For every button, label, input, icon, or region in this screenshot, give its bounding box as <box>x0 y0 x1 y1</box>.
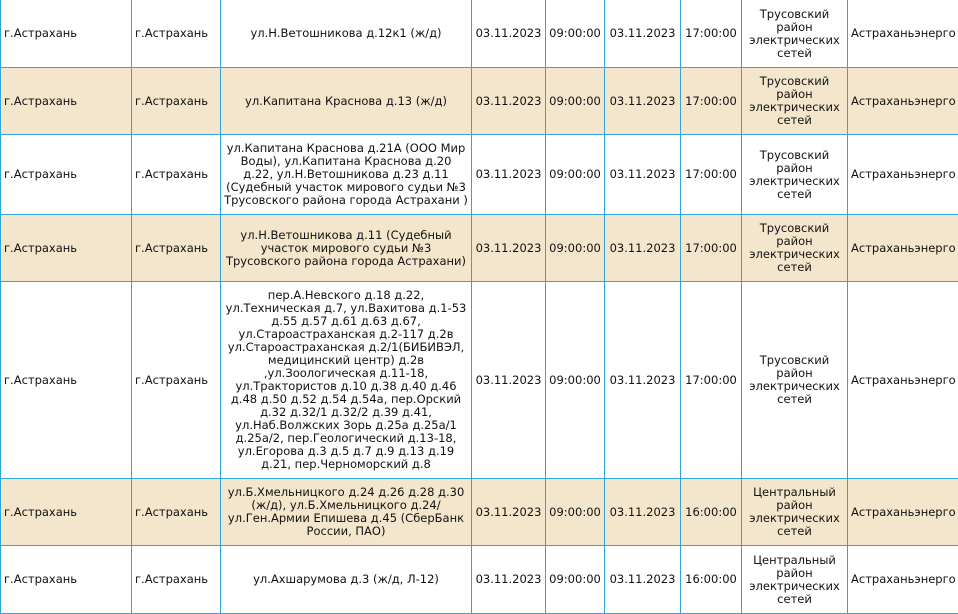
end-date-cell: 03.11.2023 <box>605 546 681 614</box>
start-time-cell: 09:00:00 <box>546 135 605 215</box>
organization-cell: Астраханьэнерго <box>848 68 958 135</box>
city-cell: г.Астрахань <box>1 282 132 479</box>
end-time-cell: 17:00:00 <box>681 68 742 135</box>
start-date-cell: 03.11.2023 <box>472 135 546 215</box>
end-time-cell: 17:00:00 <box>681 0 742 68</box>
start-time-cell: 09:00:00 <box>546 215 605 282</box>
start-time-cell: 09:00:00 <box>546 68 605 135</box>
branch-cell: Трусовский район электрических сетей <box>742 215 848 282</box>
city-cell: г.Астрахань <box>1 215 132 282</box>
end-time-cell: 16:00:00 <box>681 479 742 546</box>
table-row <box>1 479 958 546</box>
start-time-cell: 09:00:00 <box>546 546 605 614</box>
address-cell: пер.А.Невского д.18 д.22, ул.Техническая д.7, ул.Вахитова д.1-53 д.55 д.57 д.61 д.63 д.67, ул.Староастраханская д.2-117 д.2в ул.Староастраханская д.2/1(БИБИВЭЛ, медицинский центр) д.2в ,ул.Зоологическая д.11-18, ул.Трактористов д.10 д.38 д.40 д.46 д.48 д.50 д.52 д.54 д.54а, пер.Орский д.32 д.32/1 д.32/2 д.39 д.41, ул.Наб.Волжских Зорь д.25а д.25а/1 д.25а/2, пер.Геологический д.13-18, ул.Егорова д.3 д.5 д.7 д.9 д.13 д.19 д.21, пер.Черноморский д.8 <box>221 282 472 479</box>
address-cell: ул.Н.Ветошникова д.12к1 (ж/д) <box>221 0 472 68</box>
start-date-cell: 03.11.2023 <box>472 0 546 68</box>
start-time-cell: 09:00:00 <box>546 479 605 546</box>
organization-cell: Астраханьэнерго <box>848 0 958 68</box>
city-cell: г.Астрахань <box>1 135 132 215</box>
table-row <box>1 0 958 68</box>
address-cell: ул.Ахшарумова д.3 (ж/д, Л-12) <box>221 546 472 614</box>
locality-cell: г.Астрахань <box>132 0 221 68</box>
start-time-cell: 09:00:00 <box>546 0 605 68</box>
branch-cell: Трусовский район электрических сетей <box>742 68 848 135</box>
locality-cell: г.Астрахань <box>132 546 221 614</box>
start-date-cell: 03.11.2023 <box>472 546 546 614</box>
end-time-cell: 17:00:00 <box>681 135 742 215</box>
end-date-cell: 03.11.2023 <box>605 68 681 135</box>
branch-cell: Трусовский район электрических сетей <box>742 282 848 479</box>
end-date-cell: 03.11.2023 <box>605 215 681 282</box>
end-date-cell: 03.11.2023 <box>605 282 681 479</box>
address-cell: ул.Н.Ветошникова д.11 (Судебный участок мирового судьи №3 Трусовского района города Астрахани) <box>221 215 472 282</box>
organization-cell: Астраханьэнерго <box>848 479 958 546</box>
start-date-cell: 03.11.2023 <box>472 479 546 546</box>
end-date-cell: 03.11.2023 <box>605 479 681 546</box>
table-row <box>1 68 958 135</box>
locality-cell: г.Астрахань <box>132 135 221 215</box>
start-date-cell: 03.11.2023 <box>472 215 546 282</box>
branch-cell: Трусовский район электрических сетей <box>742 135 848 215</box>
organization-cell: Астраханьэнерго <box>848 546 958 614</box>
city-cell: г.Астрахань <box>1 0 132 68</box>
branch-cell: Центральный район электрических сетей <box>742 479 848 546</box>
locality-cell: г.Астрахань <box>132 215 221 282</box>
start-date-cell: 03.11.2023 <box>472 68 546 135</box>
branch-cell: Центральный район электрических сетей <box>742 546 848 614</box>
city-cell: г.Астрахань <box>1 546 132 614</box>
start-date-cell: 03.11.2023 <box>472 282 546 479</box>
end-time-cell: 16:00:00 <box>681 546 742 614</box>
address-cell: ул.Капитана Краснова д.21А (ООО Мир Воды), ул.Капитана Краснова д.20 д.22, ул.Н.Ветошникова д.23 д.11 (Судебный участок мирового судьи №3 Трусовского района города Астрахани ) <box>221 135 472 215</box>
start-time-cell: 09:00:00 <box>546 282 605 479</box>
end-date-cell: 03.11.2023 <box>605 0 681 68</box>
address-cell: ул.Б.Хмельницкого д.24 д.26 д.28 д.30 (ж/д), ул.Б.Хмельницкого д.24/ ул.Ген.Армии Епишева д.45 (СберБанк России, ПАО) <box>221 479 472 546</box>
end-time-cell: 17:00:00 <box>681 282 742 479</box>
table-row <box>1 215 958 282</box>
table-row <box>1 282 958 479</box>
city-cell: г.Астрахань <box>1 479 132 546</box>
locality-cell: г.Астрахань <box>132 282 221 479</box>
branch-cell: Трусовский район электрических сетей <box>742 0 848 68</box>
locality-cell: г.Астрахань <box>132 68 221 135</box>
address-cell: ул.Капитана Краснова д.13 (ж/д) <box>221 68 472 135</box>
table-row <box>1 135 958 215</box>
city-cell: г.Астрахань <box>1 68 132 135</box>
organization-cell: Астраханьэнерго <box>848 282 958 479</box>
end-time-cell: 17:00:00 <box>681 215 742 282</box>
locality-cell: г.Астрахань <box>132 479 221 546</box>
end-date-cell: 03.11.2023 <box>605 135 681 215</box>
organization-cell: Астраханьэнерго <box>848 135 958 215</box>
table-row <box>1 546 958 614</box>
organization-cell: Астраханьэнерго <box>848 215 958 282</box>
